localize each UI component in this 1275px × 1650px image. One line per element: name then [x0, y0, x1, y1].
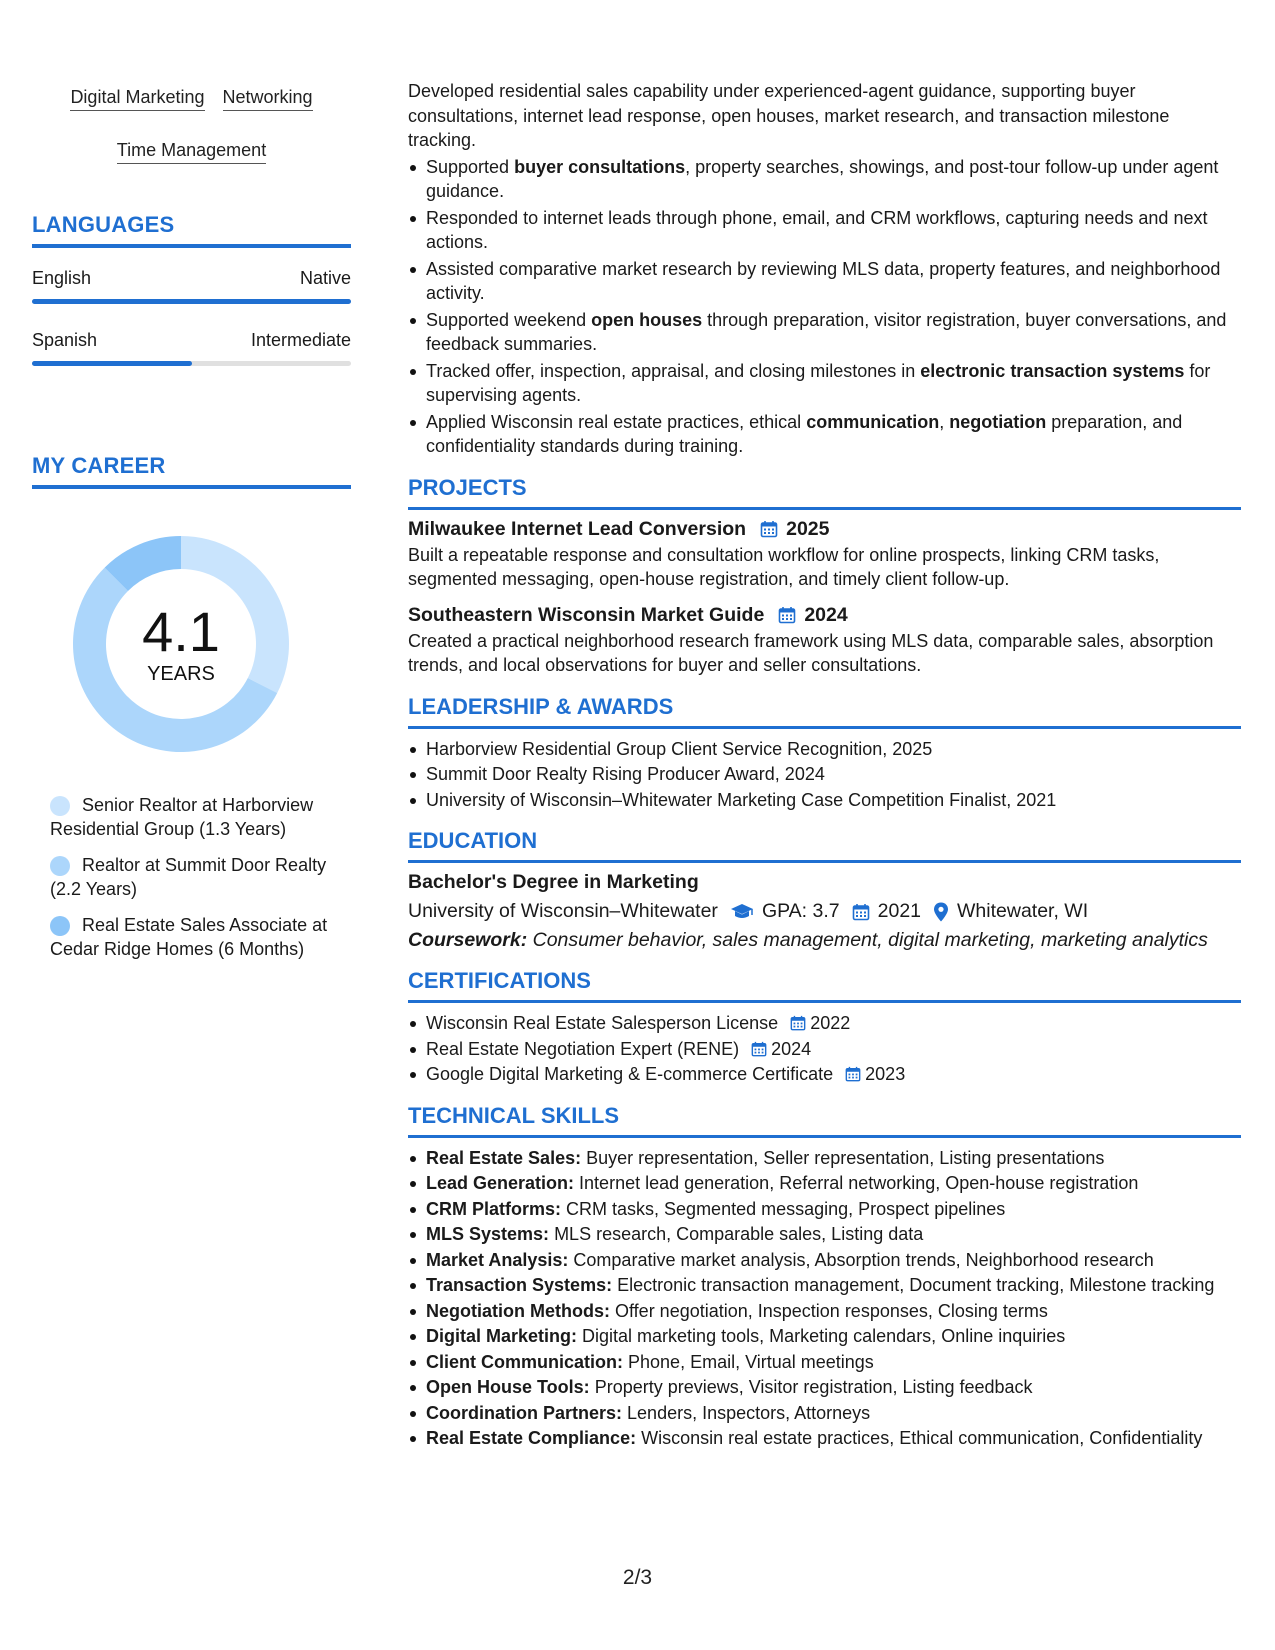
- language-level: Native: [299, 268, 351, 288]
- experience-bullet: Applied Wisconsin real estate practices, ethical communication, negotiation preparation, and confidentiality standards during training.: [408, 410, 1241, 459]
- skill-values: Internet lead generation, Referral networking, Open-house registration: [579, 1173, 1139, 1193]
- career-role-label: Realtor at Summit Door Realty (2.2 Years): [50, 855, 327, 899]
- experience-bullet: Supported weekend open houses through preparation, visitor registration, buyer conversations, and feedback summaries.: [408, 308, 1241, 357]
- skill-category: Lead Generation:: [426, 1173, 575, 1193]
- education-location: Whitewater, WI: [957, 900, 1089, 922]
- skill-category: Negotiation Methods:: [426, 1300, 610, 1321]
- skill-values: Wisconsin real estate practices, Ethical communication, Confidentiality: [641, 1428, 1203, 1448]
- career-section: [32, 453, 351, 973]
- calendar-icon: [852, 903, 870, 921]
- career-legend-item: [50, 793, 340, 841]
- certification-item: [408, 1037, 1241, 1062]
- project-description: Built a repeatable response and consultation workflow for online prospects, linking CRM tasks, segmented messaging, open-house registration, and timely client follow-up.: [408, 544, 1160, 589]
- skill-category: Digital Marketing:: [426, 1326, 578, 1346]
- certification-item: [408, 1062, 1241, 1087]
- skill-category: MLS Systems:: [426, 1224, 550, 1244]
- project-year: 2024: [804, 603, 848, 626]
- skill-values: Comparative market analysis, Absorption trends, Neighborhood research: [573, 1249, 1154, 1270]
- certification-name: Real Estate Negotiation Expert (RENE): [426, 1038, 740, 1059]
- certification-name: Google Digital Marketing & E-commerce Certificate: [426, 1064, 834, 1084]
- career-heading: MY CAREER: [32, 453, 351, 489]
- skill-values: Offer negotiation, Inspection responses, Closing terms: [615, 1300, 1048, 1321]
- technical-skill-item: [408, 1350, 1241, 1375]
- education-school: University of Wisconsin–Whitewater: [408, 900, 718, 922]
- languages-section: [32, 212, 351, 366]
- skill-values: Electronic transaction management, Document tracking, Milestone tracking: [617, 1275, 1215, 1295]
- awards-heading: LEADERSHIP & AWARDS: [408, 694, 1241, 729]
- technical-skill-item: [408, 1401, 1241, 1426]
- language-item: [32, 330, 351, 366]
- legend-dot: [50, 916, 70, 936]
- skill-category: Real Estate Compliance:: [426, 1428, 637, 1448]
- certification-year: 2022: [810, 1013, 851, 1033]
- skill-category: Transaction Systems:: [426, 1275, 613, 1295]
- map-pin-icon: [933, 902, 949, 922]
- technical-skills-heading: TECHNICAL SKILLS: [408, 1103, 1241, 1138]
- experience-intro: Developed residential sales capability under experienced-agent guidance, supporting buyer consultations, internet lead response, open houses, market research, and transaction milestone tracking.: [408, 81, 1170, 150]
- skill-values: CRM tasks, Segmented messaging, Prospect pipelines: [566, 1198, 1006, 1219]
- donut-center: [66, 529, 296, 759]
- certification-year: 2023: [865, 1064, 906, 1084]
- technical-skill-item: [408, 1248, 1241, 1273]
- coursework-text: Consumer behavior, sales management, digital marketing, marketing analytics: [532, 929, 1208, 951]
- skill-tags: [32, 86, 351, 164]
- skill-values: Buyer representation, Seller representation, Listing presentations: [586, 1147, 1105, 1168]
- technical-skill-item: [408, 1426, 1241, 1451]
- career-legend: [50, 793, 340, 961]
- certification-name: Wisconsin Real Estate Salesperson License: [426, 1013, 779, 1033]
- languages-heading: LANGUAGES: [32, 212, 351, 248]
- language-name: English: [32, 268, 92, 288]
- legend-dot: [50, 796, 70, 816]
- graduation-cap-icon: [730, 903, 754, 921]
- education-degree: Bachelor's Degree in Marketing: [408, 871, 699, 893]
- language-bar-fill: [32, 299, 351, 304]
- technical-skill-item: [408, 1171, 1241, 1196]
- projects-heading: PROJECTS: [408, 475, 1241, 510]
- calendar-icon: [751, 1041, 767, 1057]
- language-bar-fill: [32, 361, 192, 366]
- project-item: [408, 604, 1241, 678]
- skill-values: MLS research, Comparable sales, Listing data: [554, 1224, 924, 1244]
- education-coursework: [408, 929, 1241, 952]
- education-year: 2021: [877, 900, 922, 922]
- experience-bullet: Responded to internet leads through phone, email, and CRM workflows, capturing needs and next actions.: [408, 206, 1241, 255]
- technical-skill-item: [408, 1273, 1241, 1298]
- language-bar: [32, 361, 351, 366]
- project-year: 2025: [786, 517, 830, 540]
- technical-skill-item: [408, 1146, 1241, 1171]
- left-column: [32, 86, 351, 959]
- calendar-icon: [790, 1015, 806, 1031]
- calendar-icon: [845, 1066, 861, 1082]
- skill-values: Digital marketing tools, Marketing calendars, Online inquiries: [582, 1326, 1066, 1346]
- technical-skill-item: [408, 1375, 1241, 1400]
- skill-tag: Time Management: [117, 139, 266, 164]
- calendar-icon: [760, 520, 778, 538]
- career-role-label: Senior Realtor at Harborview Residential Group (1.3 Years): [50, 795, 314, 839]
- education-gpa: GPA: 3.7: [761, 900, 840, 922]
- certifications-heading: CERTIFICATIONS: [408, 968, 1241, 1003]
- skill-category: Real Estate Sales:: [426, 1147, 582, 1168]
- project-item: [408, 518, 1241, 592]
- certifications-list: [408, 1011, 1241, 1087]
- career-role-label: Real Estate Sales Associate at Cedar Ridge Homes (6 Months): [50, 915, 328, 959]
- certification-year: 2024: [771, 1038, 812, 1059]
- award-item: Summit Door Realty Rising Producer Award, 2024: [408, 762, 1241, 787]
- calendar-icon: [778, 606, 796, 624]
- career-legend-item: [50, 913, 340, 961]
- project-title: Milwaukee Internet Lead Conversion: [408, 517, 747, 540]
- experience-bullets: [408, 155, 1241, 459]
- technical-skill-item: [408, 1324, 1241, 1349]
- project-title: Southeastern Wisconsin Market Guide: [408, 603, 765, 626]
- skill-values: Lenders, Inspectors, Attorneys: [627, 1402, 871, 1423]
- skill-tag: Digital Marketing: [70, 86, 204, 111]
- education-details: [408, 900, 1241, 923]
- language-bar: [32, 299, 351, 304]
- skill-category: Coordination Partners:: [426, 1402, 623, 1423]
- project-description: Created a practical neighborhood research framework using MLS data, comparable sales, absorption trends, and local observations for buyer and seller consultations.: [408, 630, 1214, 675]
- language-item: [32, 268, 351, 304]
- award-item: University of Wisconsin–Whitewater Marketing Case Competition Finalist, 2021: [408, 788, 1241, 813]
- career-total-unit: YEARS: [147, 662, 215, 685]
- skill-values: Property previews, Visitor registration, Listing feedback: [594, 1377, 1033, 1397]
- skill-category: Market Analysis:: [426, 1249, 569, 1270]
- career-donut-chart: [66, 529, 296, 759]
- coursework-label: Coursework:: [408, 929, 528, 951]
- skill-tag: Networking: [223, 86, 313, 111]
- education-heading: EDUCATION: [408, 828, 1241, 863]
- page-number: 2/3: [622, 1566, 653, 1589]
- technical-skills-list: [408, 1146, 1241, 1451]
- language-name: Spanish: [32, 330, 98, 350]
- skill-category: Client Communication:: [426, 1351, 623, 1372]
- language-level: Intermediate: [250, 330, 351, 350]
- experience-bullet: Tracked offer, inspection, appraisal, and closing milestones in electronic transaction systems for supervising agents.: [408, 359, 1241, 408]
- certification-item: [408, 1011, 1241, 1036]
- technical-skill-item: [408, 1299, 1241, 1324]
- right-column: [408, 79, 1241, 1452]
- career-total-value: 4.1: [142, 599, 220, 663]
- legend-dot: [50, 856, 70, 876]
- award-item: Harborview Residential Group Client Service Recognition, 2025: [408, 737, 1241, 762]
- experience-bullet: Supported buyer consultations, property searches, showings, and post-tour follow-up under agent guidance.: [408, 155, 1241, 204]
- skill-category: Open House Tools:: [426, 1377, 590, 1397]
- experience-bullet: Assisted comparative market research by reviewing MLS data, property features, and neighborhood activity.: [408, 257, 1241, 306]
- technical-skill-item: [408, 1222, 1241, 1247]
- skill-values: Phone, Email, Virtual meetings: [628, 1351, 874, 1372]
- technical-skill-item: [408, 1197, 1241, 1222]
- career-legend-item: [50, 853, 340, 901]
- skill-category: CRM Platforms:: [426, 1198, 562, 1219]
- awards-list: [408, 737, 1241, 813]
